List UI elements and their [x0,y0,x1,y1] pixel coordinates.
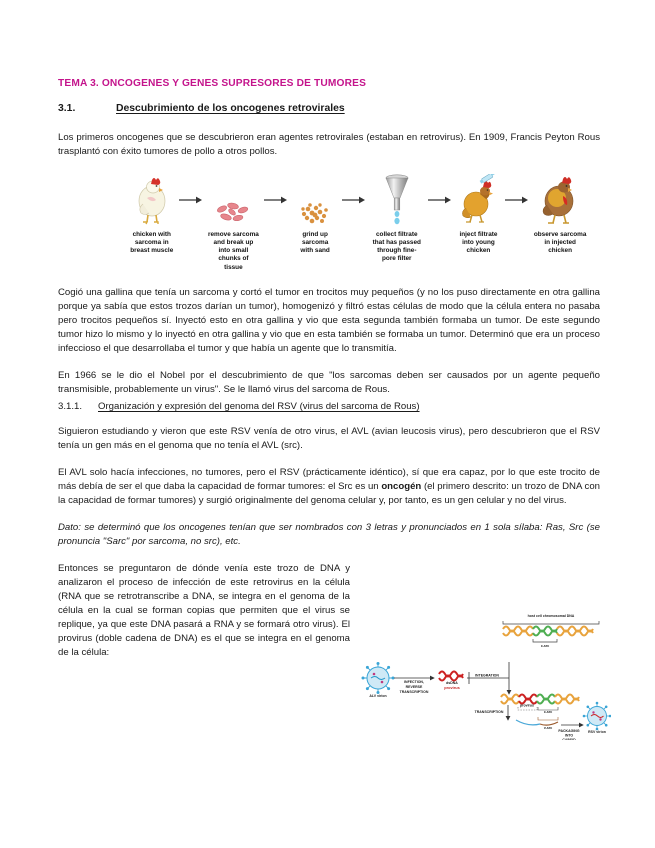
section-title: Descubrimiento de los oncogenes retrovirales [116,102,345,114]
rna-transcript-blue [516,720,540,725]
figure-step-caption: inject filtrate into young chicken [459,230,498,255]
paragraph-1: Los primeros oncogenes que se descubrieron eran agentes retrovirales (estaban en retrovirus). En 1909, Francis Peyton Rous trasplantó con éxito tumores de pollo a otros pollos. [58,131,600,157]
sarcoma-chunks-icon [213,172,253,228]
subsection-title: Organización y expresión del genoma del RSV (virus del sarcoma de Rous) [98,400,420,412]
figure-step-collect-filtrate [367,172,427,264]
term-oncogen: oncogén [381,480,422,492]
label-provirus-2: provirus [519,703,535,708]
paragraph-4: Siguieron estudiando y vieron que este RSV venía de otro virus, el AVL (avian leucosis virus), pero descubrieron que el RSV tenía un gen más en el genoma que no tenía el AVL (src). [58,425,600,451]
label-packaging: PACKAGING [558,729,580,733]
paragraph-5-part-c: (el primero descrito: un trozo de DNA con la capacidad de formar tumores) y surgió originalmente del genoma celular y, por tanto, es un gen celular y no del virus. [58,480,600,506]
ground-sarcoma-sand-icon [298,172,332,228]
dsdna-provirus-icon [439,672,463,681]
label-into: INTO [564,733,574,738]
label-alv-virion: ALV virion [369,694,387,698]
figure-step-caption: collect filtrate that has passed through fine- pore filter [372,230,421,263]
subsection-number: 3.1.1. [58,400,83,412]
label-provirus-1: provirus [444,685,460,690]
paragraph-6-note: Dato: se determinó que los oncogenes tenían que ser nombrados con 3 letras y pronunciados en 1 sola sílaba: Ras, Src (se pronuncia "Sarc" por sarcoma, no src), etc. [58,521,600,547]
arrow-right-icon [427,172,453,228]
paragraph-3: En 1966 se le dio el Nobel por el descubrimiento de que "los sarcomas deben ser causados por un agente pequeño transmisible, probablemente un virus". Se le llamó virus del sarcoma de Rous. [58,369,600,395]
label-dsdna: dsDNA [446,681,458,685]
section-heading-3-1-1 [58,401,600,412]
section-heading-3-1 [58,103,600,114]
figure-step-chicken-with-sarcoma [126,172,178,256]
section-number: 3.1. [58,102,76,114]
label-rsv-virion: RSV virion [588,730,606,734]
label-c-src-bottom: c-src [543,710,553,714]
paragraph-5-part-a: El AVL solo hacía infecciones, no tumores, pero el RSV (prácticamente idéntico), sí que era capaz, por lo que este trocito de más debía de ser el que daba la capacidad de formar tumores: el Src es un [58,466,600,492]
arrow-right-icon [504,172,530,228]
page-title: TEMA 3. ONCOGENES Y GENES SUPRESORES DE TUMORES [58,78,367,89]
figure-step-remove-sarcoma [204,172,264,272]
label-infection: INFECTION, [404,680,424,684]
arrow-right-icon [178,172,204,228]
figure-step-caption: grind up sarcoma with sand [300,230,330,255]
label-c-src-top: c-src [540,644,550,648]
filter-funnel-icon [381,172,413,228]
label-capsid: CAPSID [562,738,576,740]
figure-step-caption: chicken with sarcoma in breast muscle [130,230,174,255]
paragraph-5 [58,466,600,508]
alv-rsv-genome-figure [361,608,611,740]
brown-chicken-sarcoma-icon [537,172,583,228]
label-integration: INTEGRATION [475,673,499,678]
text-column [58,562,350,673]
host-dna-strand-top [503,627,593,636]
figure-step-caption: observe sarcoma in injected chicken [533,230,587,255]
alv-virion-icon [362,662,395,694]
label-v-src: v-src [543,726,553,730]
figure-step-inject-filtrate [453,172,505,256]
label-reverse: REVERSE [405,685,423,689]
rsv-virion-icon [583,702,611,731]
label-transcription-2: TRANSCRIPTION [474,710,504,714]
white-chicken-icon [130,172,174,228]
arrow-right-icon [341,172,367,228]
label-host-dna: host cell chromosomal DNA [527,614,575,618]
figure-step-caption: remove sarcoma and break up into small chunks of tissue [208,230,259,271]
arrow-right-icon [263,172,289,228]
syringe-chicken-icon [456,172,500,228]
paragraph-2: Cogió una gallina que tenía un sarcoma y cortó el tumor en trocitos muy pequeños (y no los puso directamente en otra gallina porque ya sabía que estos trozos darían un tumor), homogenizó y filtró estas células de modo que la célula entera no pasaba pero trocitos pequeños sí. Inyectó esto en otra gallina y vio que esta segunda también formaba un tumor. De este segundo tumor hizo lo mismo y lo inyectó en otra gallina y vio que en esta también se formaba un tumor. Determinó que era un proceso infeccioso el que desarrollaba el tumor y que había un agente que lo transmitía. [58,286,600,354]
figure-step-observe-sarcoma [530,172,590,256]
rous-experiment-figure [58,172,600,272]
figure-step-grind-sarcoma [289,172,341,256]
label-transcription-1: TRANSCRIPTION [399,690,429,694]
rna-transcript-brown [540,722,558,725]
paragraph-7: Entonces se preguntaron de dónde venía este trozo de DNA y analizaron el proceso de infección de este retrovirus en la célula (RNA que se retrotranscribe a DNA, se integra en el genoma de la célula en la cual se forman copias que permiten que el virus se replique, ya que este DNA pasará a RNA y se formará otro virus). El provirus (doble cadena de DNA) es el que se integra en el genoma de la célula: [58,562,350,658]
integrated-provirus-strand [501,695,579,704]
